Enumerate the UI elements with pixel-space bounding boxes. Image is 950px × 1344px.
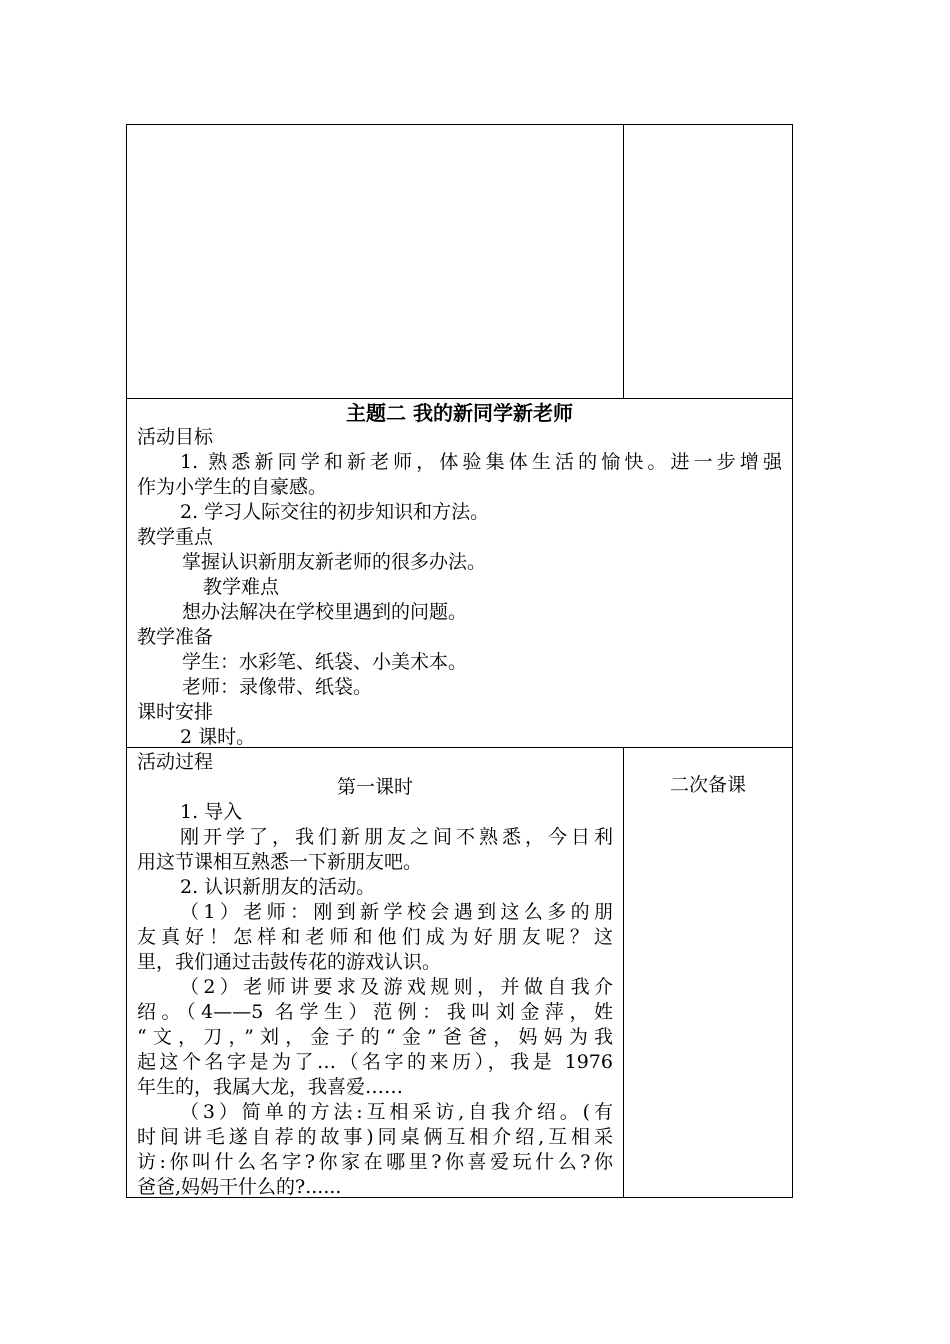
process-line: 里，我们通过击鼓传花的游戏认识。 — [137, 951, 442, 973]
column-divider-bottom — [623, 747, 624, 1198]
key-text: 掌握认识新朋友新老师的很多办法。 — [182, 551, 487, 573]
row-divider-1 — [126, 398, 793, 399]
process-line: （1）老师：刚到新学校会遇到这么多的朋 — [180, 901, 613, 923]
prep-heading: 教学准备 — [137, 626, 214, 648]
process-line: 起这个名字是为了…（名字的来历），我是 1976 — [137, 1051, 613, 1073]
process-line: 1. 导入 — [180, 801, 243, 823]
column-divider-top — [623, 124, 624, 399]
difficulty-text: 想办法解决在学校里遇到的问题。 — [182, 601, 468, 623]
goal-1-line-2: 作为小学生的自豪感。 — [137, 476, 328, 498]
process-line: 友真好！怎样和老师和他们成为好朋友呢？这 — [137, 926, 613, 948]
process-line: 爸爸,妈妈干什么的?...... — [137, 1176, 342, 1198]
difficulty-heading: 教学难点 — [203, 576, 280, 598]
schedule-text: 2 课时。 — [180, 726, 256, 748]
goals-heading: 活动目标 — [137, 426, 214, 448]
theme-title: 主题二 我的新同学新老师 — [346, 401, 573, 425]
lesson-title: 第一课时 — [336, 776, 413, 798]
prep-teacher: 老师：录像带、纸袋。 — [182, 676, 373, 698]
process-line: 刚开学了，我们新朋友之间不熟悉，今日利 — [180, 826, 613, 848]
goal-1-line-1: 1. 熟悉新同学和新老师，体验集体生活的愉快。进一步增强 — [180, 451, 782, 473]
process-line: 年生的，我属大龙，我喜爱…… — [137, 1076, 404, 1098]
second-preparation-label: 二次备课 — [669, 774, 746, 796]
key-heading: 教学重点 — [137, 526, 214, 548]
process-line: （3）简单的方法:互相采访,自我介绍。(有 — [180, 1101, 613, 1123]
process-line: 访:你叫什么名字?你家在哪里?你喜爱玩什么?你 — [137, 1151, 613, 1173]
process-line: 时间讲毛遂自荐的故事)同桌俩互相介绍,互相采 — [137, 1126, 613, 1148]
schedule-heading: 课时安排 — [137, 701, 214, 723]
goal-2: 2. 学习人际交往的初步知识和方法。 — [180, 501, 490, 523]
process-line: 绍。（4——5 名学生）范例：我叫刘金萍，姓 — [137, 1001, 613, 1023]
process-line: “文，刀，”刘，金子的“金”爸爸，妈妈为我 — [137, 1026, 613, 1048]
prep-students: 学生：水彩笔、纸袋、小美术本。 — [182, 651, 468, 673]
process-line: 用这节课相互熟悉一下新朋友吧。 — [137, 851, 423, 873]
process-line: 2. 认识新朋友的活动。 — [180, 876, 376, 898]
process-heading: 活动过程 — [137, 751, 214, 773]
process-line: （2）老师讲要求及游戏规则，并做自我介 — [180, 976, 613, 998]
